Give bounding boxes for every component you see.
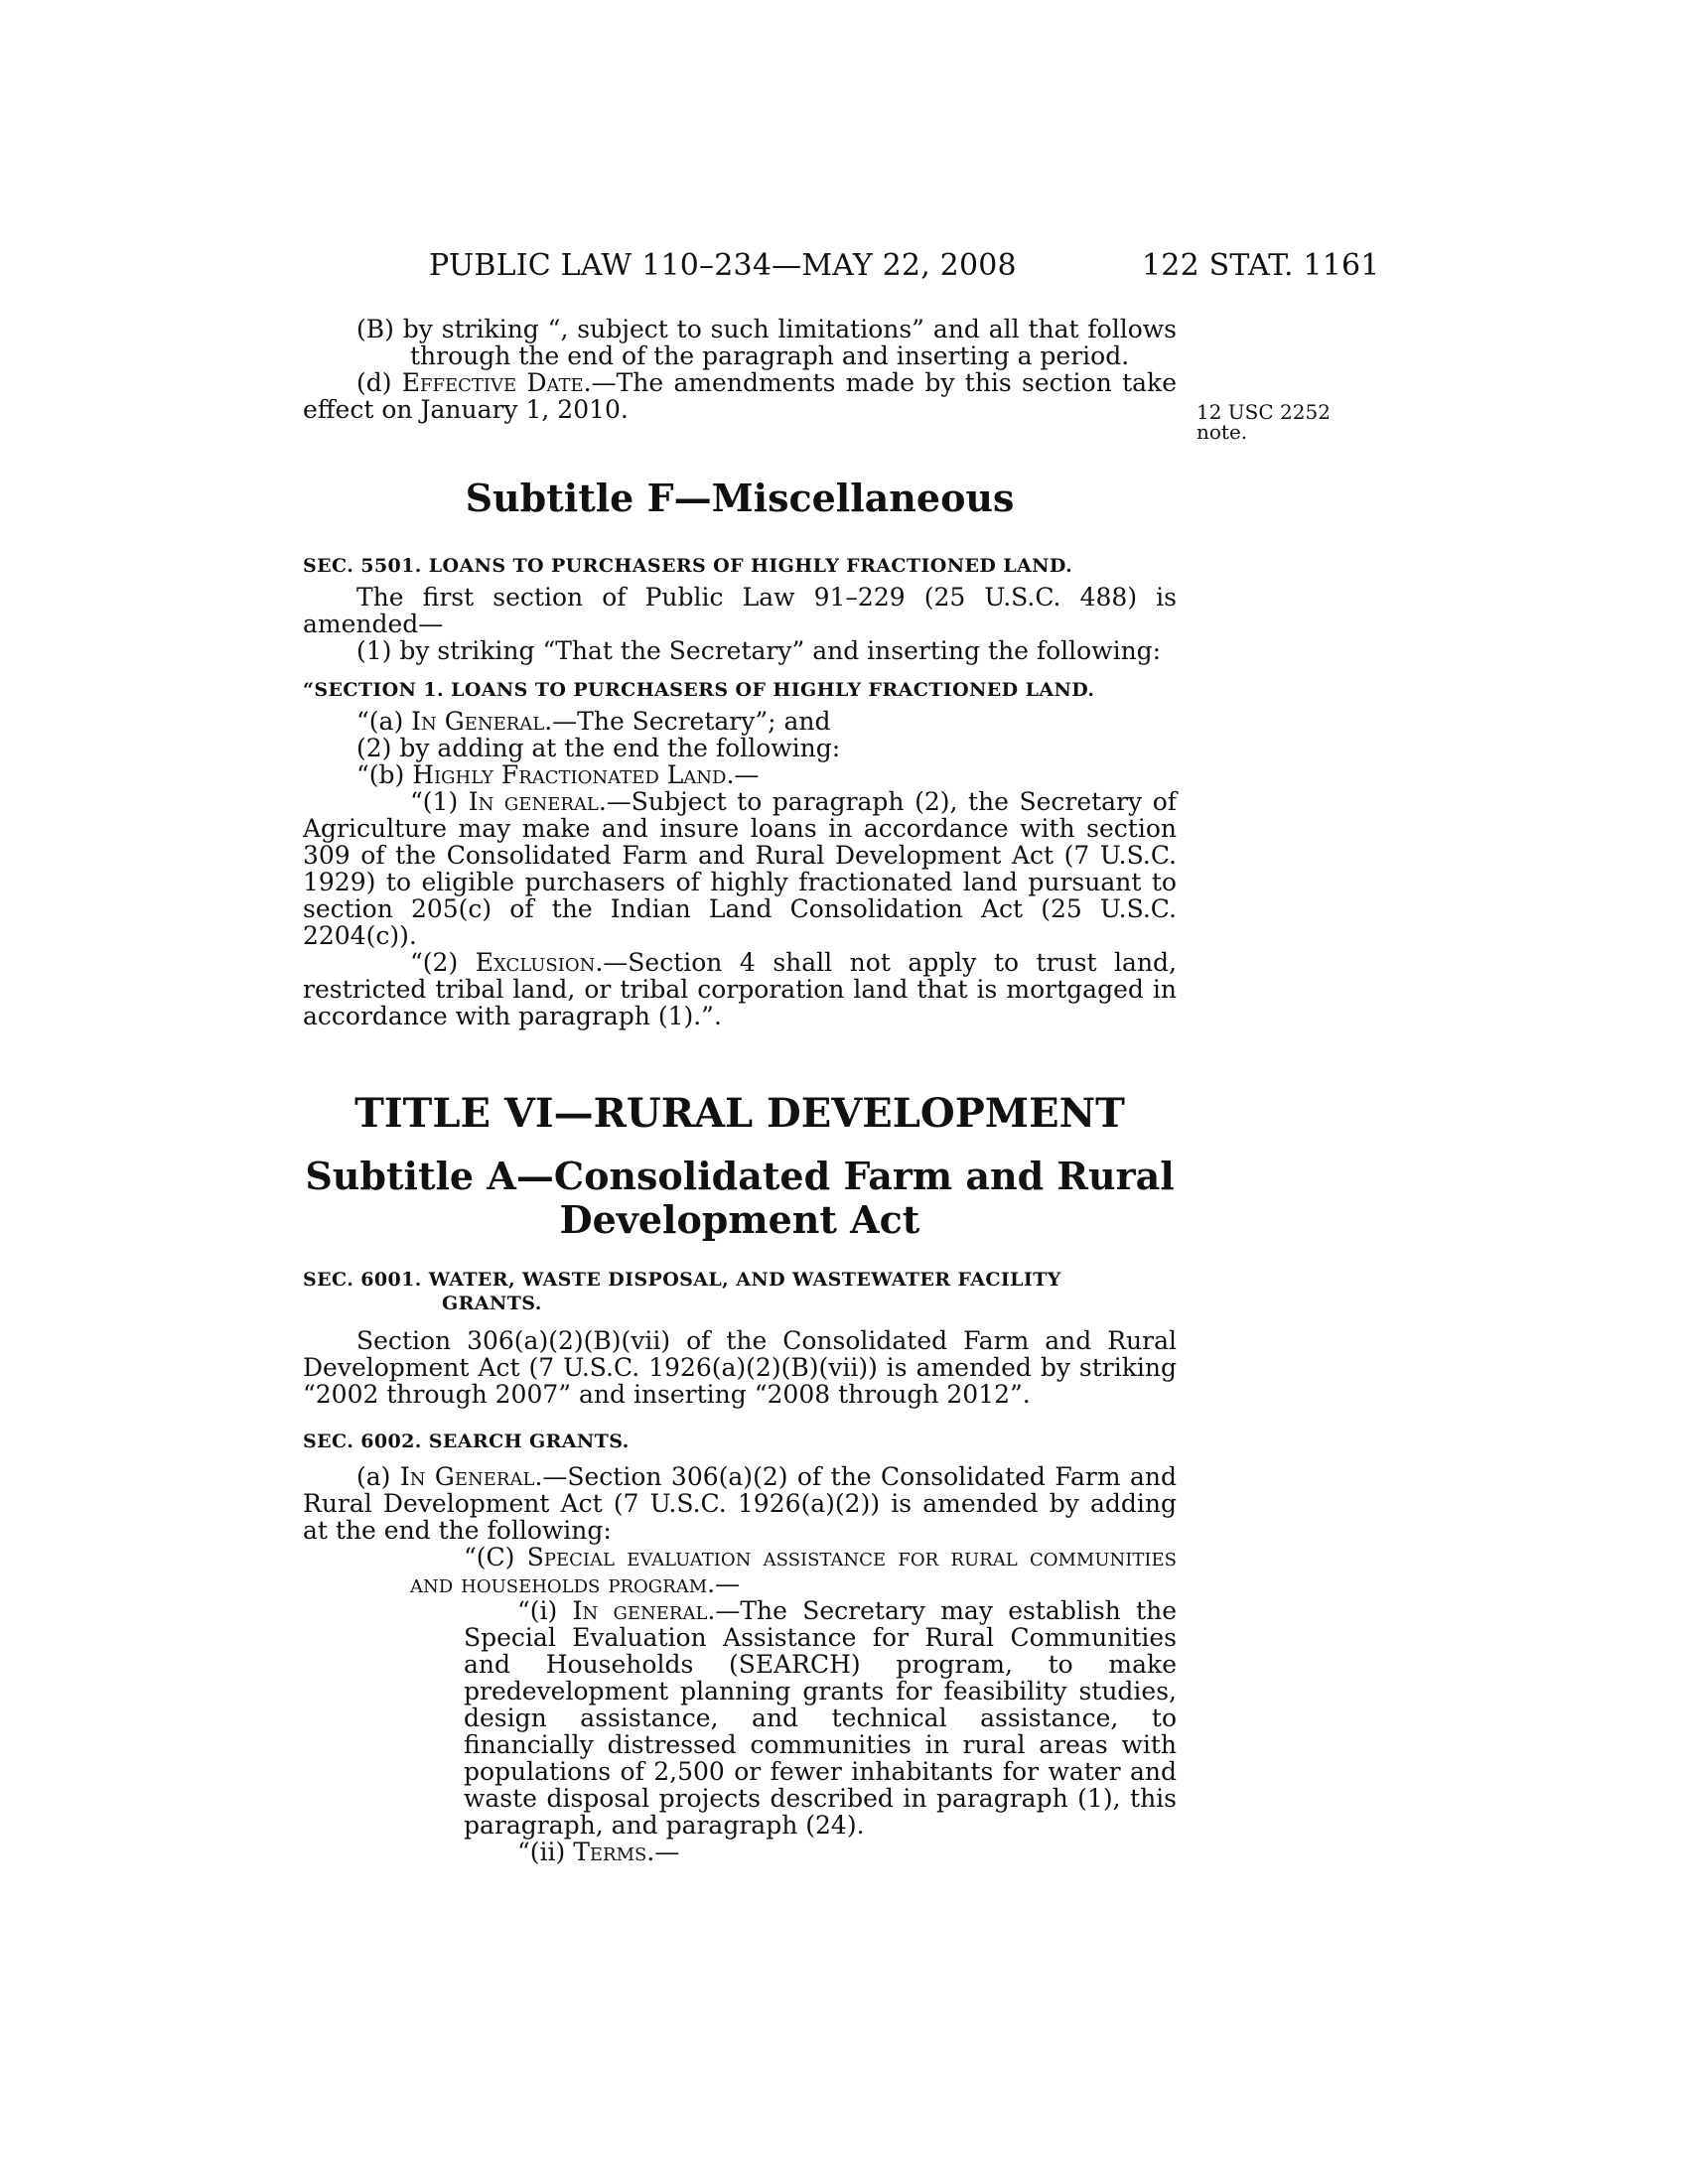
margin-note-line1: 12 USC 2252 xyxy=(1196,400,1331,424)
paragraph-d-effective-date: (d) Effective Date.—The amendments made by this section take effect on January 1, 2010. xyxy=(303,368,1177,424)
section-6001-heading-line1: SEC. 6001. WATER, WASTE DISPOSAL, AND WASTEWATER FACILITY xyxy=(303,1269,1061,1291)
subtitle-a-heading-line2: Development Act xyxy=(559,1197,920,1242)
paragraph-b1-in-general: “(1) In general.—Subject to paragraph (2), the Secretary of Agriculture may make and insure loans in accordance with section 309 of the Consolidated Farm and Rural Development Act (7 U.S.C. 1929) to eligible purchasers of highly fractionated land pursuant to section 205(c) of the Indian Land Consolidation Act (25 U.S.C. 2204(c)). xyxy=(303,787,1178,950)
heading-effective-date: Effective Date xyxy=(401,368,584,397)
section-5501-intro: The first section of Public Law 91–229 (25 U.S.C. 488) is amended— xyxy=(303,583,1177,638)
section-6001-heading-line2: GRANTS. xyxy=(442,1293,542,1314)
running-header-right: 122 STAT. 1161 xyxy=(1142,248,1380,283)
section-5501-block xyxy=(303,554,1177,1029)
section-6002-block xyxy=(303,1430,1177,1865)
section-6001-text: Section 306(a)(2)(B)(vii) of the Consolidated Farm and Rural Development Act (7 U.S.C. 1926(a)(2)(B)(vii)) is amended by striking “2002 through 2007” and inserting “2008 through 2012”. xyxy=(303,1326,1177,1409)
section-1-heading: “SECTION 1. LOANS TO PURCHASERS OF HIGHLY FRACTIONED LAND. xyxy=(303,679,1095,701)
subtitle-a-block xyxy=(303,1155,1177,1242)
margin-note-line2: note. xyxy=(1196,420,1248,444)
item-2-adding: (2) by adding at the end the following: xyxy=(356,734,841,762)
subtitle-f-block xyxy=(303,477,1177,520)
subparagraph-c-heading: “(C) Special evaluation assistance for rural communities and households program.— xyxy=(410,1543,1177,1598)
paragraph-b2-exclusion: “(2) Exclusion.—Section 4 shall not apply to trust land, restricted tribal land, or tribal corporation land that is mortgaged in accordance with paragraph (1).”. xyxy=(303,948,1177,1030)
section-6002-heading: SEC. 6002. SEARCH GRANTS. xyxy=(303,1431,630,1452)
section-6002-a-in-general: (a) In General.—Section 306(a)(2) of the Consolidated Farm and Rural Development Act (7 U.S.C. 1926(a)(2)) is amended by adding at the end the following: xyxy=(303,1462,1178,1545)
subsection-b-heading: “(b) Highly Fractionated Land.— xyxy=(356,760,760,789)
subsection-a-in-general: “(a) In General.—The Secretary”; and xyxy=(356,707,831,736)
subtitle-f-heading: Subtitle F—Miscellaneous xyxy=(465,476,1015,520)
clause-ii-terms: “(ii) Terms.— xyxy=(517,1838,680,1866)
title-vi-heading: TITLE VI—RURAL DEVELOPMENT xyxy=(354,1090,1125,1137)
text-block-top xyxy=(303,316,1177,423)
running-header-left: PUBLIC LAW 110–234—MAY 22, 2008 xyxy=(429,248,1017,283)
section-6001-block xyxy=(303,1268,1177,1408)
paragraph-b-striking: (B) by striking “, subject to such limitations” and all that follows through the end of the paragraph and inserting a period. xyxy=(356,315,1177,370)
clause-i-in-general: “(i) In general.—The Secretary may establish the Special Evaluation Assistance for Rural Communities and Households (SEARCH) program, to make predevelopment planning grants for feasibility studies, design assistance, and technical assistance, to financially distressed communities in rural areas with populations of 2,500 or fewer inhabitants for water and waste disposal projects described in paragraph (1), this paragraph, and paragraph (24). xyxy=(464,1596,1177,1840)
section-5501-item-1: (1) by striking “That the Secretary” and inserting the following: xyxy=(356,636,1162,665)
margin-note xyxy=(1196,402,1331,442)
title-vi-block xyxy=(303,1090,1177,1138)
section-5501-heading: SEC. 5501. LOANS TO PURCHASERS OF HIGHLY FRACTIONED LAND. xyxy=(303,555,1073,577)
subtitle-a-heading-line1: Subtitle A—Consolidated Farm and Rural xyxy=(305,1154,1175,1198)
